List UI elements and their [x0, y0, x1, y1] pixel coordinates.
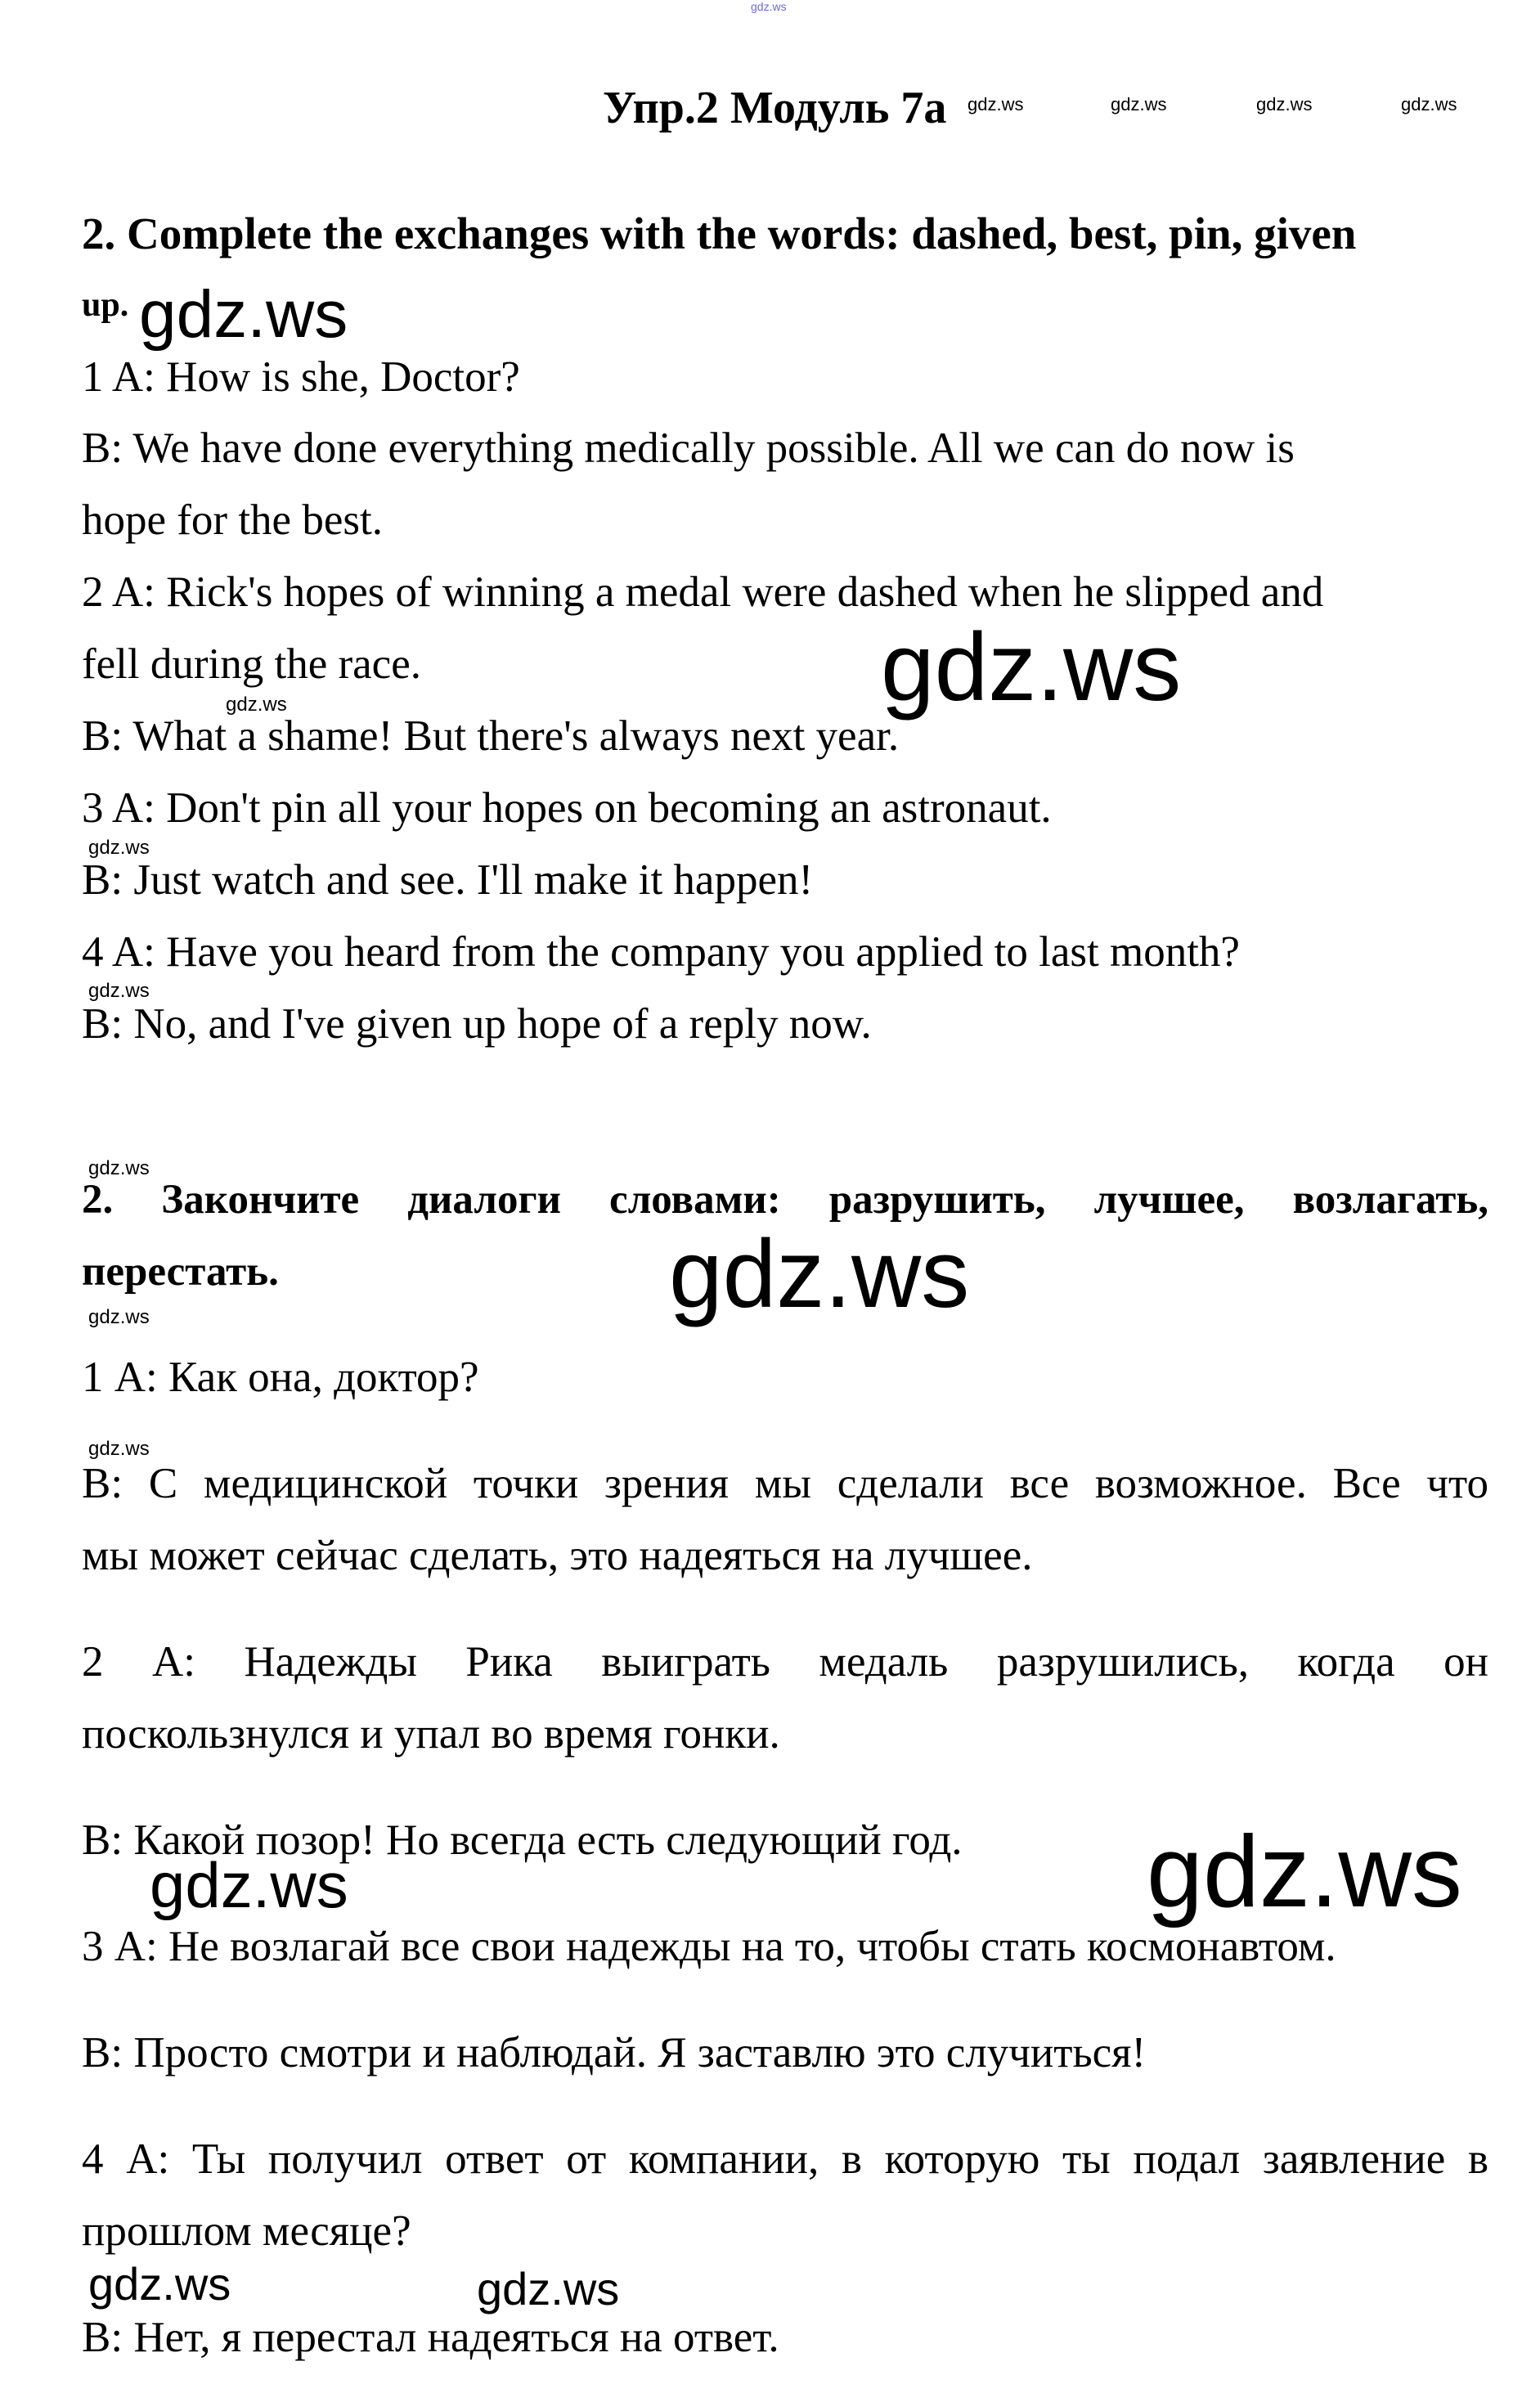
russian-heading-cont: перестать.: [82, 1249, 279, 1295]
english-line: hope for the best.: [82, 496, 383, 544]
russian-heading: 2. Закончите диалоги словами: разрушить, лучшее, возлагать,: [82, 1177, 1488, 1223]
english-line: B: We have done everything medically possible. All we can do now is: [82, 424, 1295, 472]
english-line: 2 A: Rick's hopes of winning a medal were dashed when he slipped and: [82, 568, 1324, 616]
watermark: gdz.ws: [139, 277, 348, 352]
english-line: 4 A: Have you heard from the company you applied to last month?: [82, 928, 1240, 976]
watermark: gdz.ws: [477, 2263, 620, 2314]
watermark: gdz.ws: [1401, 94, 1457, 114]
russian-line: 3 А: Не возлагай все свои надежды на то, чтобы стать космонавтом.: [82, 1923, 1336, 1970]
russian-line: В: С медицинской точки зрения мы сделали все возможное. Все что: [82, 1460, 1488, 1507]
russian-line: 4 А: Ты получил ответ от компании, в которую ты подал заявление в: [82, 2135, 1488, 2183]
russian-line: 1 А: Как она, доктор?: [82, 1354, 479, 1401]
english-line: B: No, and I've given up hope of a reply now.: [82, 1000, 872, 1048]
english-heading: 2. Complete the exchanges with the words: dashed, best, pin, given: [82, 209, 1357, 258]
watermark: gdz.ws: [88, 1157, 150, 1179]
russian-line: В: Нет, я перестал надеяться на ответ.: [82, 2314, 779, 2361]
page-title: Упр.2 Модуль 7a: [603, 83, 947, 133]
english-line: fell during the race.: [82, 640, 421, 688]
watermark: gdz.ws: [88, 1306, 150, 1328]
watermark: gdz.ws: [226, 694, 287, 716]
russian-line: 2 А: Надежды Рика выиграть медаль разрушились, когда он: [82, 1638, 1488, 1686]
russian-line: прошлом месяце?: [82, 2207, 411, 2255]
watermark: gdz.ws: [669, 1220, 970, 1328]
english-line: B: Just watch and see. I'll make it happen!: [82, 856, 814, 904]
watermark: gdz.ws: [88, 837, 150, 859]
english-heading-cont: up.: [82, 286, 129, 324]
english-line: 1 A: How is she, Doctor?: [82, 353, 520, 401]
russian-line: мы может сейчас сделать, это надеяться на лучшее.: [82, 1532, 1033, 1579]
english-line: B: What a shame! But there's always next year.: [82, 712, 900, 760]
watermark: gdz.ws: [88, 1438, 150, 1460]
watermark: gdz.ws: [150, 1849, 348, 1921]
watermark: gdz.ws: [881, 613, 1182, 721]
russian-line: В: Просто смотри и наблюдай. Я заставлю это случиться!: [82, 2029, 1147, 2076]
russian-line: поскользнулся и упал во время гонки.: [82, 1710, 780, 1758]
watermark: gdz.ws: [1111, 94, 1167, 114]
site-watermark: gdz.ws: [751, 0, 787, 13]
english-line: 3 A: Don't pin all your hopes on becoming an astronaut.: [82, 784, 1052, 832]
watermark: gdz.ws: [88, 980, 150, 1002]
watermark: gdz.ws: [88, 2258, 231, 2310]
watermark: gdz.ws: [1147, 1816, 1462, 1928]
watermark: gdz.ws: [1256, 94, 1313, 114]
watermark: gdz.ws: [968, 94, 1024, 114]
russian-line: В: Какой позор! Но всегда есть следующий год.: [82, 1816, 963, 1864]
